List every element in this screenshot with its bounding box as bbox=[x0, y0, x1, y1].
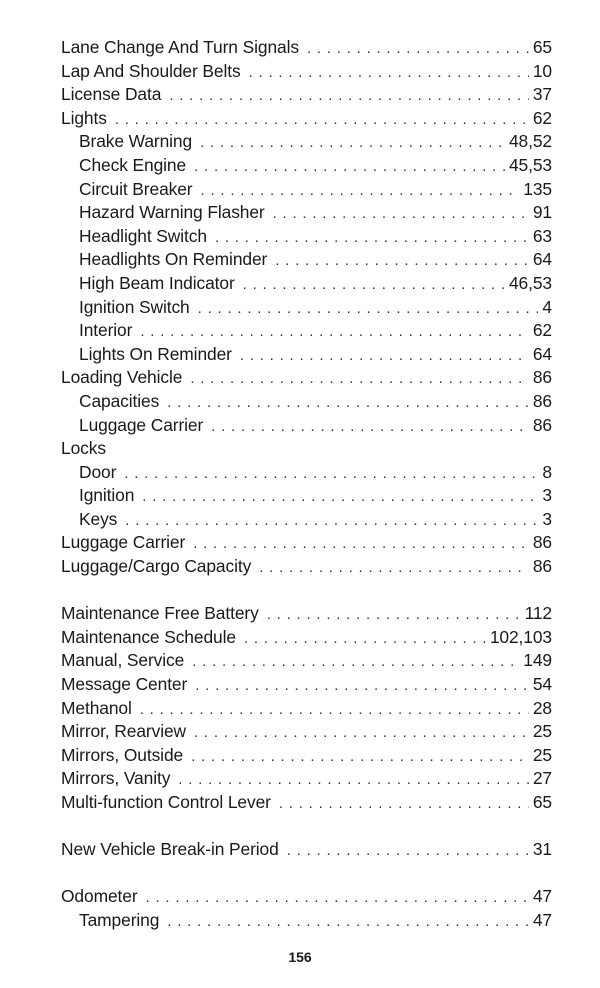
index-subentry bbox=[61, 178, 552, 202]
index-section bbox=[61, 36, 552, 579]
page-number: 156 bbox=[288, 949, 312, 965]
entry-page-numbers: 86 bbox=[532, 390, 552, 411]
dot-leader bbox=[115, 108, 529, 132]
dot-leader bbox=[307, 37, 529, 61]
entry-label: Capacities bbox=[79, 390, 160, 411]
section-gap bbox=[61, 862, 552, 886]
dot-leader bbox=[178, 768, 529, 792]
index-subentry bbox=[61, 225, 552, 249]
index-entry bbox=[61, 838, 552, 862]
entry-page-numbers: 47 bbox=[532, 886, 552, 907]
entry-label: High Beam Indicator bbox=[79, 272, 235, 293]
entry-label: Mirror, Rearview bbox=[61, 721, 186, 742]
dot-leader bbox=[194, 721, 529, 745]
index-entry bbox=[61, 626, 552, 650]
dot-leader bbox=[190, 367, 529, 391]
entry-page-numbers: 46,53 bbox=[508, 272, 552, 293]
entry-page-numbers: 4 bbox=[542, 296, 552, 317]
entry-label: Message Center bbox=[61, 674, 188, 695]
entry-page-numbers: 65 bbox=[532, 37, 552, 57]
entry-label: Luggage/Cargo Capacity bbox=[61, 556, 252, 577]
dot-leader bbox=[140, 320, 529, 344]
entry-page-numbers: 63 bbox=[532, 225, 552, 246]
entry-page-numbers: 112 bbox=[524, 603, 552, 624]
entry-label: Luggage Carrier bbox=[61, 532, 186, 553]
entry-label: Hazard Warning Flasher bbox=[79, 202, 265, 223]
dot-leader bbox=[193, 532, 529, 556]
entry-page-numbers: 45,53 bbox=[508, 154, 552, 175]
entry-page-numbers: 149 bbox=[523, 650, 552, 671]
entry-label: Maintenance Free Battery bbox=[61, 603, 259, 624]
entry-page-numbers: 37 bbox=[532, 84, 552, 105]
entry-page-numbers: 28 bbox=[532, 697, 552, 718]
entry-label: New Vehicle Break-in Period bbox=[61, 839, 279, 860]
entry-page-numbers: 65 bbox=[532, 792, 552, 812]
entry-page-numbers: 91 bbox=[532, 202, 552, 223]
entry-page-numbers: 27 bbox=[532, 768, 552, 789]
entry-page-numbers: 8 bbox=[542, 461, 552, 482]
dot-leader bbox=[240, 344, 529, 368]
entry-label: Multi-function Control Lever bbox=[61, 792, 271, 812]
entry-label: Luggage Carrier bbox=[79, 414, 204, 435]
entry-label: Maintenance Schedule bbox=[61, 626, 236, 647]
entry-label: Headlights On Reminder bbox=[79, 249, 268, 270]
section-gap bbox=[61, 579, 552, 603]
index-subentry bbox=[61, 319, 552, 343]
index-entry bbox=[61, 697, 552, 721]
entry-label: Ignition Switch bbox=[79, 296, 190, 317]
entry-label: Locks bbox=[61, 438, 106, 459]
index-subentry bbox=[61, 248, 552, 272]
entry-page-numbers: 54 bbox=[532, 674, 552, 695]
index-subentry bbox=[61, 461, 552, 485]
dot-leader bbox=[275, 249, 529, 273]
index-subentry bbox=[61, 272, 552, 296]
entry-label: Manual, Service bbox=[61, 650, 185, 671]
index-page bbox=[61, 36, 552, 933]
dot-leader bbox=[142, 485, 538, 509]
dot-leader bbox=[249, 61, 529, 85]
dot-leader bbox=[198, 297, 539, 321]
index-entry bbox=[61, 36, 552, 60]
dot-leader bbox=[167, 910, 529, 934]
index-section bbox=[61, 602, 552, 814]
dot-leader bbox=[279, 792, 529, 816]
index-subentry bbox=[61, 201, 552, 225]
entry-page-numbers: 135 bbox=[523, 178, 552, 199]
dot-leader bbox=[194, 155, 505, 179]
entry-label: Circuit Breaker bbox=[79, 178, 193, 199]
entry-label: Loading Vehicle bbox=[61, 367, 183, 388]
entry-label: Mirrors, Outside bbox=[61, 744, 184, 765]
index-section bbox=[61, 885, 552, 932]
dot-leader bbox=[169, 84, 529, 108]
index-subentry bbox=[61, 296, 552, 320]
dot-leader bbox=[243, 273, 505, 297]
index-entry bbox=[61, 885, 552, 909]
index-entry bbox=[61, 791, 552, 815]
entry-page-numbers: 25 bbox=[532, 721, 552, 742]
entry-label: Lap And Shoulder Belts bbox=[61, 60, 241, 81]
index-subentry bbox=[61, 130, 552, 154]
index-entry bbox=[61, 555, 552, 579]
dot-leader bbox=[244, 627, 486, 651]
index-entry bbox=[61, 531, 552, 555]
dot-leader bbox=[200, 131, 505, 155]
index-entry bbox=[61, 437, 552, 461]
index-section bbox=[61, 838, 552, 862]
index-subentry bbox=[61, 390, 552, 414]
entry-label: Check Engine bbox=[79, 154, 187, 175]
index-subentry bbox=[61, 909, 552, 933]
index-entry bbox=[61, 767, 552, 791]
dot-leader bbox=[124, 462, 538, 486]
entry-label: Methanol bbox=[61, 697, 132, 718]
entry-page-numbers: 86 bbox=[532, 532, 552, 553]
entry-label: Lane Change And Turn Signals bbox=[61, 37, 299, 57]
dot-leader bbox=[167, 391, 529, 415]
index-subentry bbox=[61, 484, 552, 508]
index-subentry bbox=[61, 343, 552, 367]
index-subentry bbox=[61, 414, 552, 438]
dot-leader bbox=[195, 674, 529, 698]
dot-leader bbox=[201, 179, 520, 203]
section-gap bbox=[61, 815, 552, 839]
entry-page-numbers: 47 bbox=[532, 909, 552, 930]
entry-label: Keys bbox=[79, 508, 118, 529]
index-entry bbox=[61, 83, 552, 107]
entry-label: Odometer bbox=[61, 886, 138, 907]
index-entry bbox=[61, 107, 552, 131]
entry-label: Lights bbox=[61, 107, 107, 128]
entry-label: Brake Warning bbox=[79, 131, 193, 152]
dot-leader bbox=[273, 202, 529, 226]
dot-leader bbox=[211, 415, 529, 439]
entry-page-numbers: 86 bbox=[532, 414, 552, 435]
index-entry bbox=[61, 720, 552, 744]
entry-label: Lights On Reminder bbox=[79, 343, 232, 364]
entry-label: Door bbox=[79, 461, 117, 482]
entry-page-numbers: 31 bbox=[532, 839, 552, 860]
index-entry bbox=[61, 366, 552, 390]
entry-page-numbers: 10 bbox=[532, 60, 552, 81]
entry-page-numbers: 25 bbox=[532, 744, 552, 765]
index-subentry bbox=[61, 154, 552, 178]
entry-label: Interior bbox=[79, 320, 133, 341]
entry-label: Ignition bbox=[79, 485, 135, 506]
entry-page-numbers: 102,103 bbox=[489, 626, 552, 647]
dot-leader bbox=[146, 886, 529, 910]
index-entry bbox=[61, 673, 552, 697]
dot-leader bbox=[125, 509, 538, 533]
index-entry bbox=[61, 60, 552, 84]
dot-leader bbox=[267, 603, 521, 627]
index-entry bbox=[61, 744, 552, 768]
entry-label: Headlight Switch bbox=[79, 225, 207, 246]
dot-leader bbox=[140, 698, 529, 722]
dot-leader bbox=[191, 745, 529, 769]
dot-leader bbox=[287, 839, 529, 863]
entry-page-numbers: 86 bbox=[532, 556, 552, 577]
entry-page-numbers: 64 bbox=[532, 343, 552, 364]
index-entry bbox=[61, 602, 552, 626]
entry-page-numbers: 3 bbox=[542, 485, 552, 506]
entry-page-numbers: 48,52 bbox=[508, 131, 552, 152]
entry-page-numbers: 64 bbox=[532, 249, 552, 270]
entry-page-numbers: 86 bbox=[532, 367, 552, 388]
index-entry bbox=[61, 649, 552, 673]
entry-label: Mirrors, Vanity bbox=[61, 768, 171, 789]
entry-page-numbers: 3 bbox=[542, 508, 552, 529]
entry-page-numbers: 62 bbox=[532, 320, 552, 341]
dot-leader bbox=[215, 226, 529, 250]
dot-leader bbox=[259, 556, 529, 580]
dot-leader bbox=[192, 650, 519, 674]
entry-label: Tampering bbox=[79, 909, 160, 930]
entry-page-numbers: 62 bbox=[532, 107, 552, 128]
entry-label: License Data bbox=[61, 84, 162, 105]
index-subentry bbox=[61, 508, 552, 532]
